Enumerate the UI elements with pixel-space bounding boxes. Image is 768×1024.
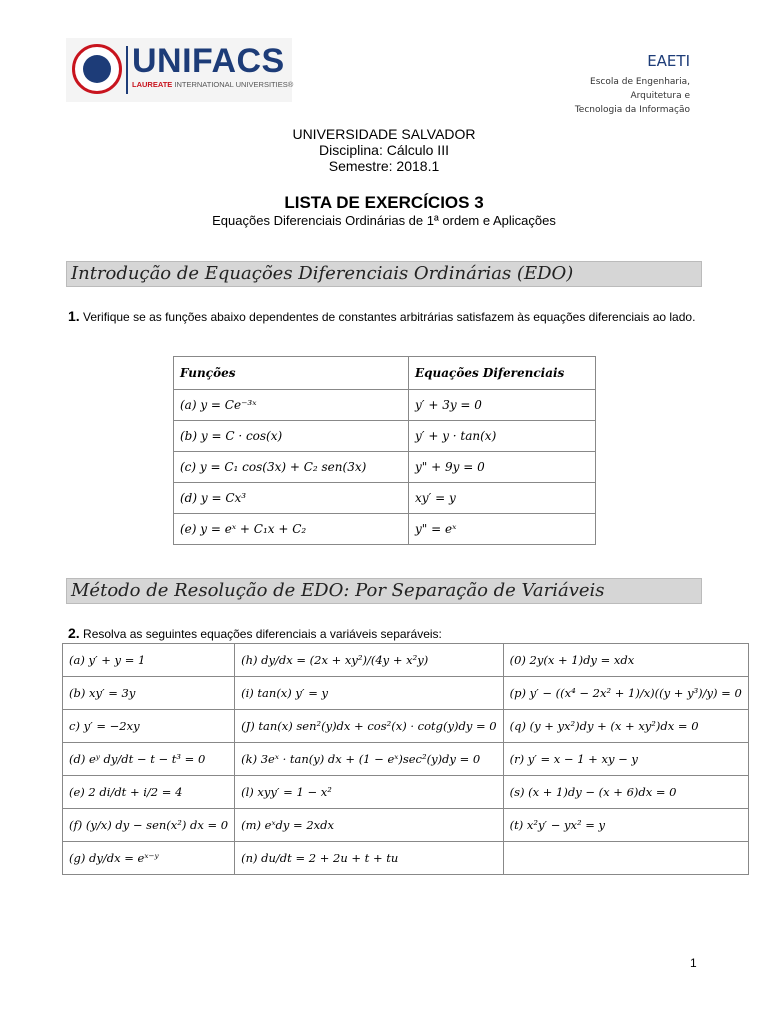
equation-cell: (m) eˣdy = 2xdx — [235, 809, 503, 842]
question-2 — [68, 624, 708, 643]
function-cell: (e) y = eˣ + C₁x + C₂ — [174, 514, 409, 545]
page-subtitle: Equações Diferenciais Ordinárias de 1ª ordem e Aplicações — [212, 213, 556, 228]
table-row — [63, 809, 749, 842]
table-row — [174, 452, 596, 483]
equation-cell: (0) 2y(x + 1)dy = xdx — [503, 644, 748, 677]
page-title: LISTA DE EXERCÍCIOS 3 — [284, 193, 484, 212]
equation-cell: c) y′ = −2xy — [63, 710, 235, 743]
department-name: Escola de Engenharia, Arquitetura e Tecnologia da Informação — [574, 77, 690, 115]
logo-subtitle: LAUREATE INTERNATIONAL UNIVERSITIES® — [132, 80, 294, 89]
table-row — [174, 421, 596, 452]
equation-cell: y′ + 3y = 0 — [409, 390, 596, 421]
equation-cell: (h) dy/dx = (2x + xy²)/(4y + x²y) — [235, 644, 503, 677]
equation-cell — [503, 842, 748, 875]
logo-divider — [126, 46, 128, 94]
equation-cell: xy′ = y — [409, 483, 596, 514]
equation-cell: (n) du/dt = 2 + 2u + t + tu — [235, 842, 503, 875]
course-info — [0, 126, 768, 174]
table-row — [63, 842, 749, 875]
semester: Semestre: 2018.1 — [328, 158, 440, 174]
equation-cell: (k) 3eˣ · tan(y) dx + (1 − eˣ)sec²(y)dy = 0 — [235, 743, 503, 776]
table-row — [63, 710, 749, 743]
department-acronym: EAETI — [647, 52, 690, 70]
section-heading-intro: Introdução de Equações Diferenciais Ordinárias (EDO) — [66, 261, 702, 287]
equation-cell: (g) dy/dx = eˣ⁻ʸ — [63, 842, 235, 875]
equation-cell: (s) (x + 1)dy − (x + 6)dx = 0 — [503, 776, 748, 809]
page-number: 1 — [690, 956, 697, 970]
section-heading-separation: Método de Resolução de EDO: Por Separação de Variáveis — [66, 578, 702, 604]
discipline: Disciplina: Cálculo III — [319, 142, 449, 158]
question-1 — [68, 307, 708, 326]
table-row — [63, 743, 749, 776]
table-row — [174, 514, 596, 545]
equation-cell: (t) x²y′ − yx² = y — [503, 809, 748, 842]
university-name: UNIVERSIDADE SALVADOR — [292, 126, 476, 142]
equation-cell: (b) xy′ = 3y — [63, 677, 235, 710]
function-cell: (a) y = Ce⁻³ˣ — [174, 390, 409, 421]
equation-cell: (f) (y/x) dy − sen(x²) dx = 0 — [63, 809, 235, 842]
equation-cell: y" = eˣ — [409, 514, 596, 545]
equation-cell: (i) tan(x) y′ = y — [235, 677, 503, 710]
equation-cell: (d) eʸ dy/dt − t − t³ = 0 — [63, 743, 235, 776]
equation-cell: (r) y′ = x − 1 + xy − y — [503, 743, 748, 776]
table-row — [63, 677, 749, 710]
page-header — [0, 0, 768, 120]
table-row — [174, 390, 596, 421]
table-row — [63, 776, 749, 809]
equation-cell: (J) tan(x) sen²(y)dx + cos²(x) · cotg(y)dy = 0 — [235, 710, 503, 743]
equation-cell: (a) y′ + y = 1 — [63, 644, 235, 677]
university-seal-icon — [72, 44, 122, 94]
question-text: Resolva as seguintes equações diferenciais a variáveis separáveis: — [83, 627, 442, 641]
equation-cell: (p) y′ − ((x⁴ − 2x² + 1)/x)((y + y³)/y) = 0 — [503, 677, 748, 710]
table-row — [174, 483, 596, 514]
table-header-row — [174, 357, 596, 390]
equation-cell: (e) 2 di/dt + i/2 = 4 — [63, 776, 235, 809]
table-row — [63, 644, 749, 677]
functions-table — [173, 356, 596, 545]
question-number: 2. — [68, 625, 80, 641]
unifacs-logo — [66, 38, 292, 102]
column-header: Funções — [174, 357, 409, 390]
equation-cell: y" + 9y = 0 — [409, 452, 596, 483]
question-text: Verifique se as funções abaixo dependentes de constantes arbitrárias satisfazem às equações diferenciais ao lado. — [83, 310, 696, 324]
equation-cell: y′ + y · tan(x) — [409, 421, 596, 452]
question-number: 1. — [68, 308, 80, 324]
equation-cell: (l) xyy′ = 1 − x² — [235, 776, 503, 809]
function-cell: (d) y = Cx³ — [174, 483, 409, 514]
function-cell: (b) y = C · cos(x) — [174, 421, 409, 452]
function-cell: (c) y = C₁ cos(3x) + C₂ sen(3x) — [174, 452, 409, 483]
logo-brand: UNIFACS — [132, 42, 285, 80]
separable-equations-table — [62, 643, 749, 875]
equation-cell: (q) (y + yx²)dy + (x + xy²)dx = 0 — [503, 710, 748, 743]
column-header: Equações Diferenciais — [409, 357, 596, 390]
